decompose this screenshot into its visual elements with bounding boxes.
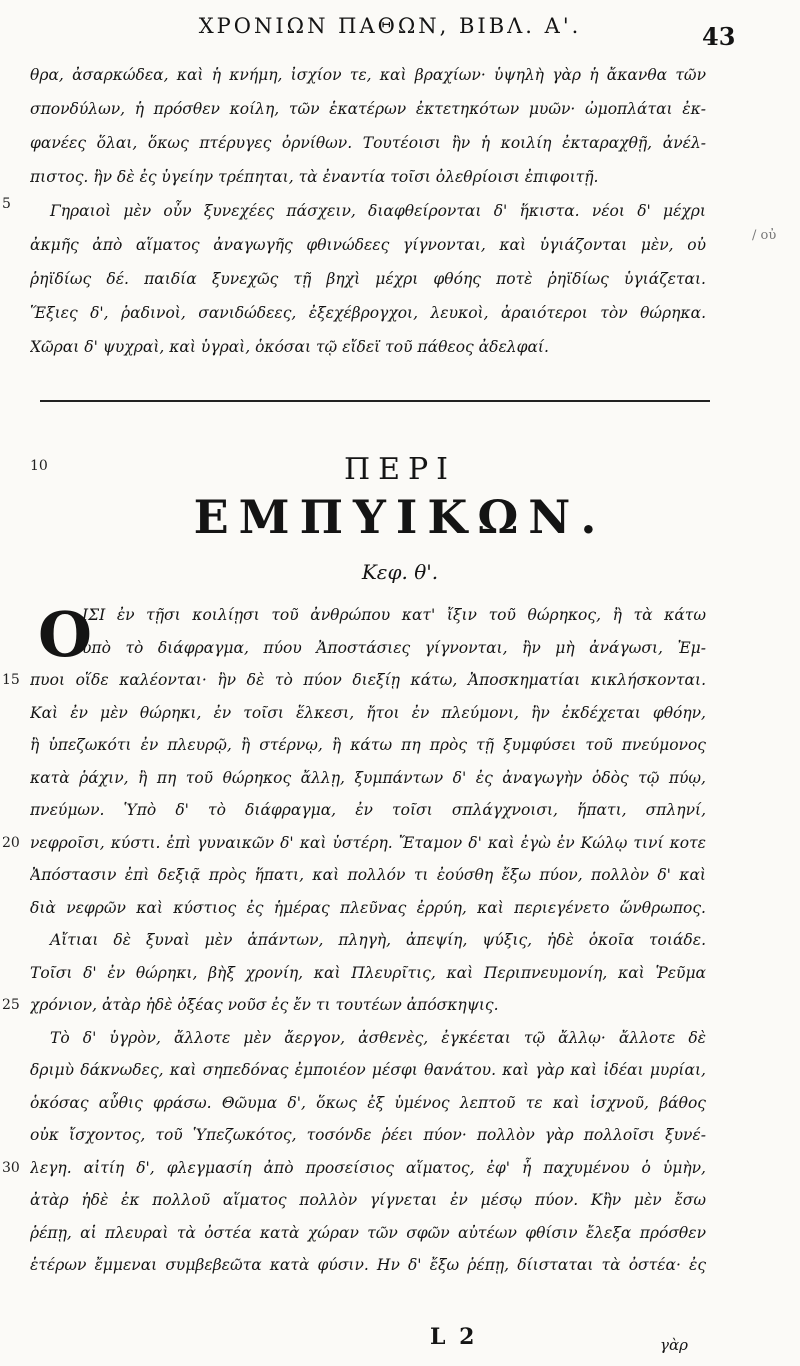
section-divider xyxy=(40,400,710,402)
line-text: ἢ ὑπεζωκότι ἐν πλευρῷ, ἢ στέρνῳ, ἢ κάτω πη πρὸς τῇ ξυμφύσει τοῦ πνεύμονος xyxy=(30,736,706,754)
text-line: φανέες ὅλαι, ὅκως πτέρυγες ὀρνίθων. Τουτέοισι ἢν ἡ κοιλίη ἐκταραχθῇ, ἀνέλ- xyxy=(30,134,706,152)
chapter-heading: Κεφ. θ'. xyxy=(361,560,439,584)
text-line xyxy=(82,600,706,630)
line-text: πνεύμων. Ὑπὸ δ' τὸ διάφραγμα, ἐν τοῖσι σπλάγχνοισι, ἥπατι, σπληνί, xyxy=(30,801,706,819)
line-text: ὁκόσας αὖθις φράσω. Θῶυμα δ', ὅκως ἐξ ὑμένος λεπτοῦ τε καὶ ἰσχνοῦ, βάθος xyxy=(30,1093,706,1112)
text-line: πιστος. ἢν δὲ ἐς ὑγείην τρέπηται, τὰ ἐναντία τοῖσι ὀλεθρίοισι ἐπιφοιτῇ. xyxy=(30,168,599,186)
text-line xyxy=(82,633,706,663)
text-line xyxy=(30,958,706,988)
drop-cap: O xyxy=(38,598,93,671)
running-title: ΧΡΟΝΙΩΝ ΠΑΘΩΝ, ΒΙΒΛ. Α'. xyxy=(198,14,582,38)
line-text: Καὶ ἐν μὲν θώρηκι, ἐν τοῖσι ἕλκεσι, ἤτοι ἐν πλεύμονι, ἢν ἐκδέχεται φθόην, xyxy=(30,703,706,722)
text-line xyxy=(30,893,706,923)
signature-mark: L 2 xyxy=(430,1324,478,1350)
text-line xyxy=(30,665,706,695)
line-text: νεφροῖσι, κύστι. ἐπὶ γυναικῶν δ' καὶ ὑστέρη. Ἔταμον δ' καὶ ἐγὼ ἐν Κώλῳ τινί κοτε xyxy=(30,833,706,852)
line-text: ἀτὰρ ἠδὲ ἐκ πολλοῦ αἵματος πολλὸν γίγνεται ἐν μέσῳ πύον. Κἢν μὲν ἔσω xyxy=(30,1191,706,1209)
line-text: ΙΣΙ ἐν τῇσι κοιλίῃσι τοῦ ἀνθρώπου κατ' ἴξιν τοῦ θώρηκος, ἢ τὰ κάτω xyxy=(82,606,706,624)
text-line: ῥηϊδίως δέ. παιδία ξυνεχῶς τῇ βηχὶ μέχρι φθόης ποτὲ ῥηϊδίως ὑγιάζεται. xyxy=(30,270,706,288)
page-number: 43 xyxy=(702,22,736,51)
title-margin-number: 10 xyxy=(30,458,48,474)
line-text: χρόνιον, ἀτὰρ ἠδὲ ὀξέας νοῦσ ἐς ἔν τι τουτέων ἀπόσκηψις. xyxy=(30,996,499,1014)
margin-line-number: 20 xyxy=(2,834,20,851)
text-line: Γηραιοὶ μὲν οὖν ξυνεχέες πάσχειν, διαφθείρονται δ' ἥκιστα. νέοι δ' μέχρι xyxy=(50,202,706,220)
text-line xyxy=(30,1088,706,1118)
line-text: λεγη. αἰτίη δ', φλεγμασίη ἀπὸ προσείσιος αἵματος, ἐφ' ἧ παχυμένου ὁ ὑμὴν, xyxy=(30,1158,706,1177)
section-title-line1: ΠΕΡΙ xyxy=(343,452,457,487)
text-line xyxy=(30,828,706,858)
line-text: οὐκ ἴσχοντος, τοῦ Ὑπεζωκότος, τοσόνδε ῥέει πύον· πολλὸν γὰρ πολλοῖσι ξυνέ- xyxy=(30,1126,706,1144)
line-text: Τοῖσι δ' ἐν θώρηκι, βὴξ χρονίη, καὶ Πλευρῖτις, καὶ Περιπνευμονίη, καὶ Ῥεῦμα xyxy=(30,963,706,982)
margin-line-number: 25 xyxy=(2,997,20,1013)
text-line xyxy=(30,1120,706,1150)
text-line xyxy=(30,795,706,825)
line-text: δριμὺ δάκνωδες, καὶ σηπεδόνας ἐμποιέον μέσφι θανάτου. καὶ γὰρ καὶ ἰδέαι μυρίαι, xyxy=(30,1061,706,1079)
line-text: ἑτέρων ἔμμεναι συμβεβεῶτα κατὰ φύσιν. Ην δ' ἔξω ῥέπῃ, δίισταται τὰ ὀστέα· ἐς xyxy=(30,1256,706,1274)
margin-line-number: 30 xyxy=(2,1159,20,1176)
body-text-block xyxy=(2,600,710,1320)
line-text: ὑπὸ τὸ διάφραγμα, πύου Ἀποστάσιες γίγνονται, ἢν μὴ ἀνάγωσι, Ἐμ- xyxy=(82,638,706,657)
margin-line-number: 5 xyxy=(2,196,11,212)
text-line: ἀκμῆς ἀπὸ αἵματος ἀναγωγῆς φθινώδεες γίγνονται, καὶ ὑγιάζονται μὲν, οὐ xyxy=(30,236,706,254)
text-line: θρα, ἀσαρκώδεα, καὶ ἡ κνήμη, ἰσχίον τε, καὶ βραχίων· ὑψηλὴ γὰρ ἡ ἄκανθα τῶν xyxy=(30,66,706,84)
line-text: διὰ νεφρῶν καὶ κύστιος ἐς ἡμέρας πλεῦνας ἐρρύη, καὶ περιεγένετο ὥνθρωπος. xyxy=(30,898,706,917)
text-line xyxy=(30,1250,706,1280)
text-line xyxy=(30,860,706,890)
text-line xyxy=(30,763,706,793)
text-line xyxy=(30,1055,706,1085)
line-text: ῥέπῃ, αἱ πλευραὶ τὰ ὀστέα κατὰ χώραν τῶν σφῶν αὐτέων φθίσιν ἔλεξα πρόσθεν xyxy=(30,1223,706,1242)
text-line: Ἕξιες δ', ῥαδινοὶ, σανιδώδεες, ἐξεχέβρογχοι, λευκοὶ, ἀραιότεροι τὸν θώρηκα. xyxy=(30,304,706,322)
catchword: γὰρ xyxy=(660,1336,688,1354)
text-line xyxy=(30,1218,706,1248)
margin-note: / οὐ xyxy=(752,228,777,243)
line-text: Τὸ δ' ὑγρὸν, ἄλλοτε μὲν ἄεργον, ἀσθενὲς, ἐγκέεται τῷ ἄλλῳ· ἄλλοτε δὲ xyxy=(50,1028,706,1047)
margin-line-number: 15 xyxy=(2,672,20,688)
text-line xyxy=(30,1153,706,1183)
line-text: Αἴτιαι δὲ ξυναὶ μὲν ἁπάντων, πληγὴ, ἀπεψίη, ψύξις, ἠδὲ ὁκοῖα τοιάδε. xyxy=(50,931,706,949)
section-title-line2: ΕΜΠΥΙΚΩΝ. xyxy=(193,490,607,544)
line-text: πυοι οἵδε καλέονται· ἢν δὲ τὸ πύον διεξίῃ κάτω, Ἀποσκηματίαι κικλήσκονται. xyxy=(30,671,706,689)
text-line xyxy=(30,1185,706,1215)
text-line: σπονδύλων, ἡ πρόσθεν κοίλη, τῶν ἑκατέρων ἐκτετηκότων μυῶν· ὠμοπλάται ἐκ- xyxy=(30,100,706,118)
text-line xyxy=(30,990,706,1020)
text-line xyxy=(30,698,706,728)
line-text: κατὰ ῥάχιν, ἢ πη τοῦ θώρηκος ἄλλῃ, ξυμπάντων δ' ἐς ἀναγωγὴν ὁδὸς τῷ πύῳ, xyxy=(30,768,706,787)
line-text: Ἀπόστασιν ἐπὶ δεξιᾷ πρὸς ἥπατι, καὶ πολλόν τι ἐούσθη ἔξω πύον, πολλὸν δ' καὶ xyxy=(30,866,706,884)
text-line: Χῶραι δ' ψυχραὶ, καὶ ὑγραὶ, ὁκόσαι τῷ εἴδεϊ τοῦ πάθεος ἀδελφαί. xyxy=(30,338,549,356)
text-line xyxy=(30,925,706,955)
text-line xyxy=(30,730,706,760)
text-line xyxy=(30,1023,706,1053)
top-text-block xyxy=(2,60,710,360)
